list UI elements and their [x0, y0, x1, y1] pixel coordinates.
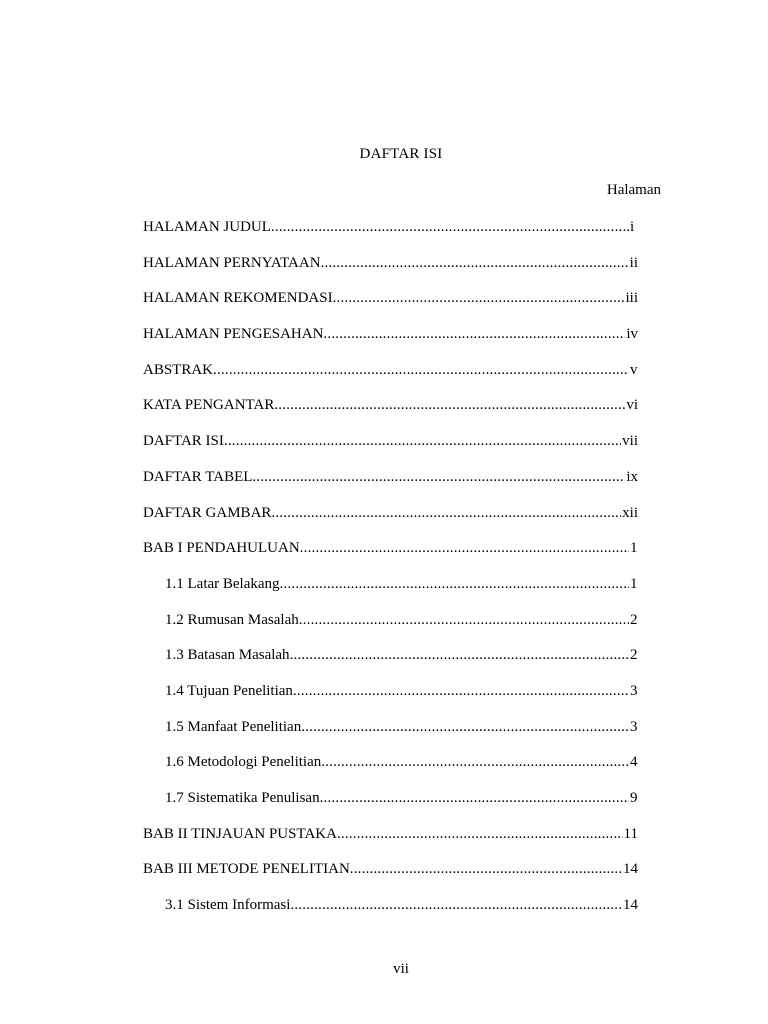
toc-entry-page: vii [622, 433, 638, 450]
toc-entry-label: DAFTAR ISI [143, 433, 224, 450]
toc-entry [143, 503, 638, 539]
dot-leader [320, 788, 629, 808]
toc-entry-page: 9 [630, 790, 638, 806]
dot-leader [321, 752, 629, 772]
toc-entry [143, 288, 638, 324]
dot-leader [333, 288, 625, 308]
toc-entry [143, 467, 638, 503]
toc-entry-page: 2 [630, 611, 638, 628]
toc-entry [143, 395, 638, 431]
dot-leader [224, 431, 621, 451]
toc-entry-label: ABSTRAK [143, 361, 214, 378]
toc-entry-page: 1 [630, 575, 638, 592]
toc-entry [143, 645, 638, 681]
toc-entry [143, 859, 638, 895]
toc-entry-label: BAB II TINJAUAN PUSTAKA [143, 825, 337, 842]
page-title: DAFTAR ISI [359, 146, 443, 162]
toc-entry-label: DAFTAR GAMBAR [143, 504, 272, 521]
toc-entry-label: HALAMAN JUDUL [143, 219, 271, 235]
toc-entry-page: iv [626, 326, 638, 343]
dot-leader [293, 681, 629, 701]
toc-entry-label: 1.6 Metodologi Penelitian [165, 754, 322, 771]
toc-entry [143, 895, 638, 931]
dot-leader [280, 574, 629, 594]
toc-entry-label: 1.1 Latar Belakang [165, 575, 280, 592]
dot-leader [274, 395, 625, 415]
toc-entry-label: 3.1 Sistem Informasi [165, 897, 291, 914]
toc-entry [143, 681, 638, 717]
dot-leader [299, 610, 629, 630]
toc-entry-label: HALAMAN PENGESAHAN [143, 326, 324, 343]
toc-entry [143, 610, 638, 646]
dot-leader [271, 503, 621, 523]
toc-entry-page: iii [625, 290, 638, 307]
toc-entry-label: 1.3 Batasan Masalah [165, 647, 290, 664]
toc-entry [143, 752, 638, 788]
toc-entry-label: DAFTAR TABEL [143, 468, 253, 485]
toc-entry-label: 1.7 Sistematika Penulisan [165, 790, 320, 806]
toc-entry-page: i [630, 219, 635, 235]
dot-leader [301, 717, 629, 737]
toc-entry-page: xii [622, 504, 638, 521]
toc-entry-page: v [630, 361, 638, 378]
toc-entry-label: 1.4 Tujuan Penelitian [165, 682, 293, 699]
dot-leader [290, 645, 629, 665]
dot-leader [337, 824, 623, 844]
toc-entry [143, 253, 638, 289]
toc-entry-page: ii [629, 254, 638, 271]
dot-leader [323, 324, 625, 344]
toc-entry-page: 2 [630, 647, 638, 664]
toc-entry-page: 14 [623, 861, 638, 878]
dot-leader [252, 467, 625, 487]
toc-entry-label: BAB I PENDAHULUAN [143, 540, 300, 557]
toc-entry-page: 3 [630, 682, 638, 699]
toc-entry-label: HALAMAN PERNYATAAN [143, 254, 321, 271]
dot-leader [321, 253, 629, 273]
toc-entry-page: 14 [623, 897, 638, 914]
dot-leader [350, 859, 622, 879]
toc-entry-label: 1.5 Manfaat Penelitian [165, 718, 302, 735]
footer-page-number: vii [393, 961, 409, 977]
dot-leader [290, 895, 622, 915]
toc-entry [143, 538, 638, 574]
toc-entry [143, 717, 638, 753]
toc-entry [143, 824, 638, 860]
toc-entry [143, 360, 638, 396]
toc-entry-page: 1 [630, 540, 638, 557]
dot-leader [300, 538, 629, 558]
toc-entry-page: 4 [630, 754, 638, 771]
toc-entry [143, 574, 638, 610]
toc-entry [143, 217, 638, 253]
table-of-contents [143, 217, 638, 931]
dot-leader [271, 217, 629, 237]
toc-entry-label: BAB III METODE PENELITIAN [143, 861, 350, 878]
toc-entry-label: HALAMAN REKOMENDASI [143, 290, 333, 307]
dot-leader [213, 360, 629, 380]
toc-entry [143, 431, 638, 467]
toc-entry-label: KATA PENGANTAR [143, 397, 275, 414]
toc-entry [143, 324, 638, 360]
toc-entry-page: 3 [630, 718, 638, 735]
toc-entry [143, 788, 638, 824]
page-column-header: Halaman [606, 182, 661, 198]
toc-entry-label: 1.2 Rumusan Masalah [165, 611, 299, 628]
toc-entry-page: 11 [623, 825, 638, 842]
toc-entry-page: vi [626, 397, 638, 414]
toc-entry-page: ix [626, 468, 638, 485]
